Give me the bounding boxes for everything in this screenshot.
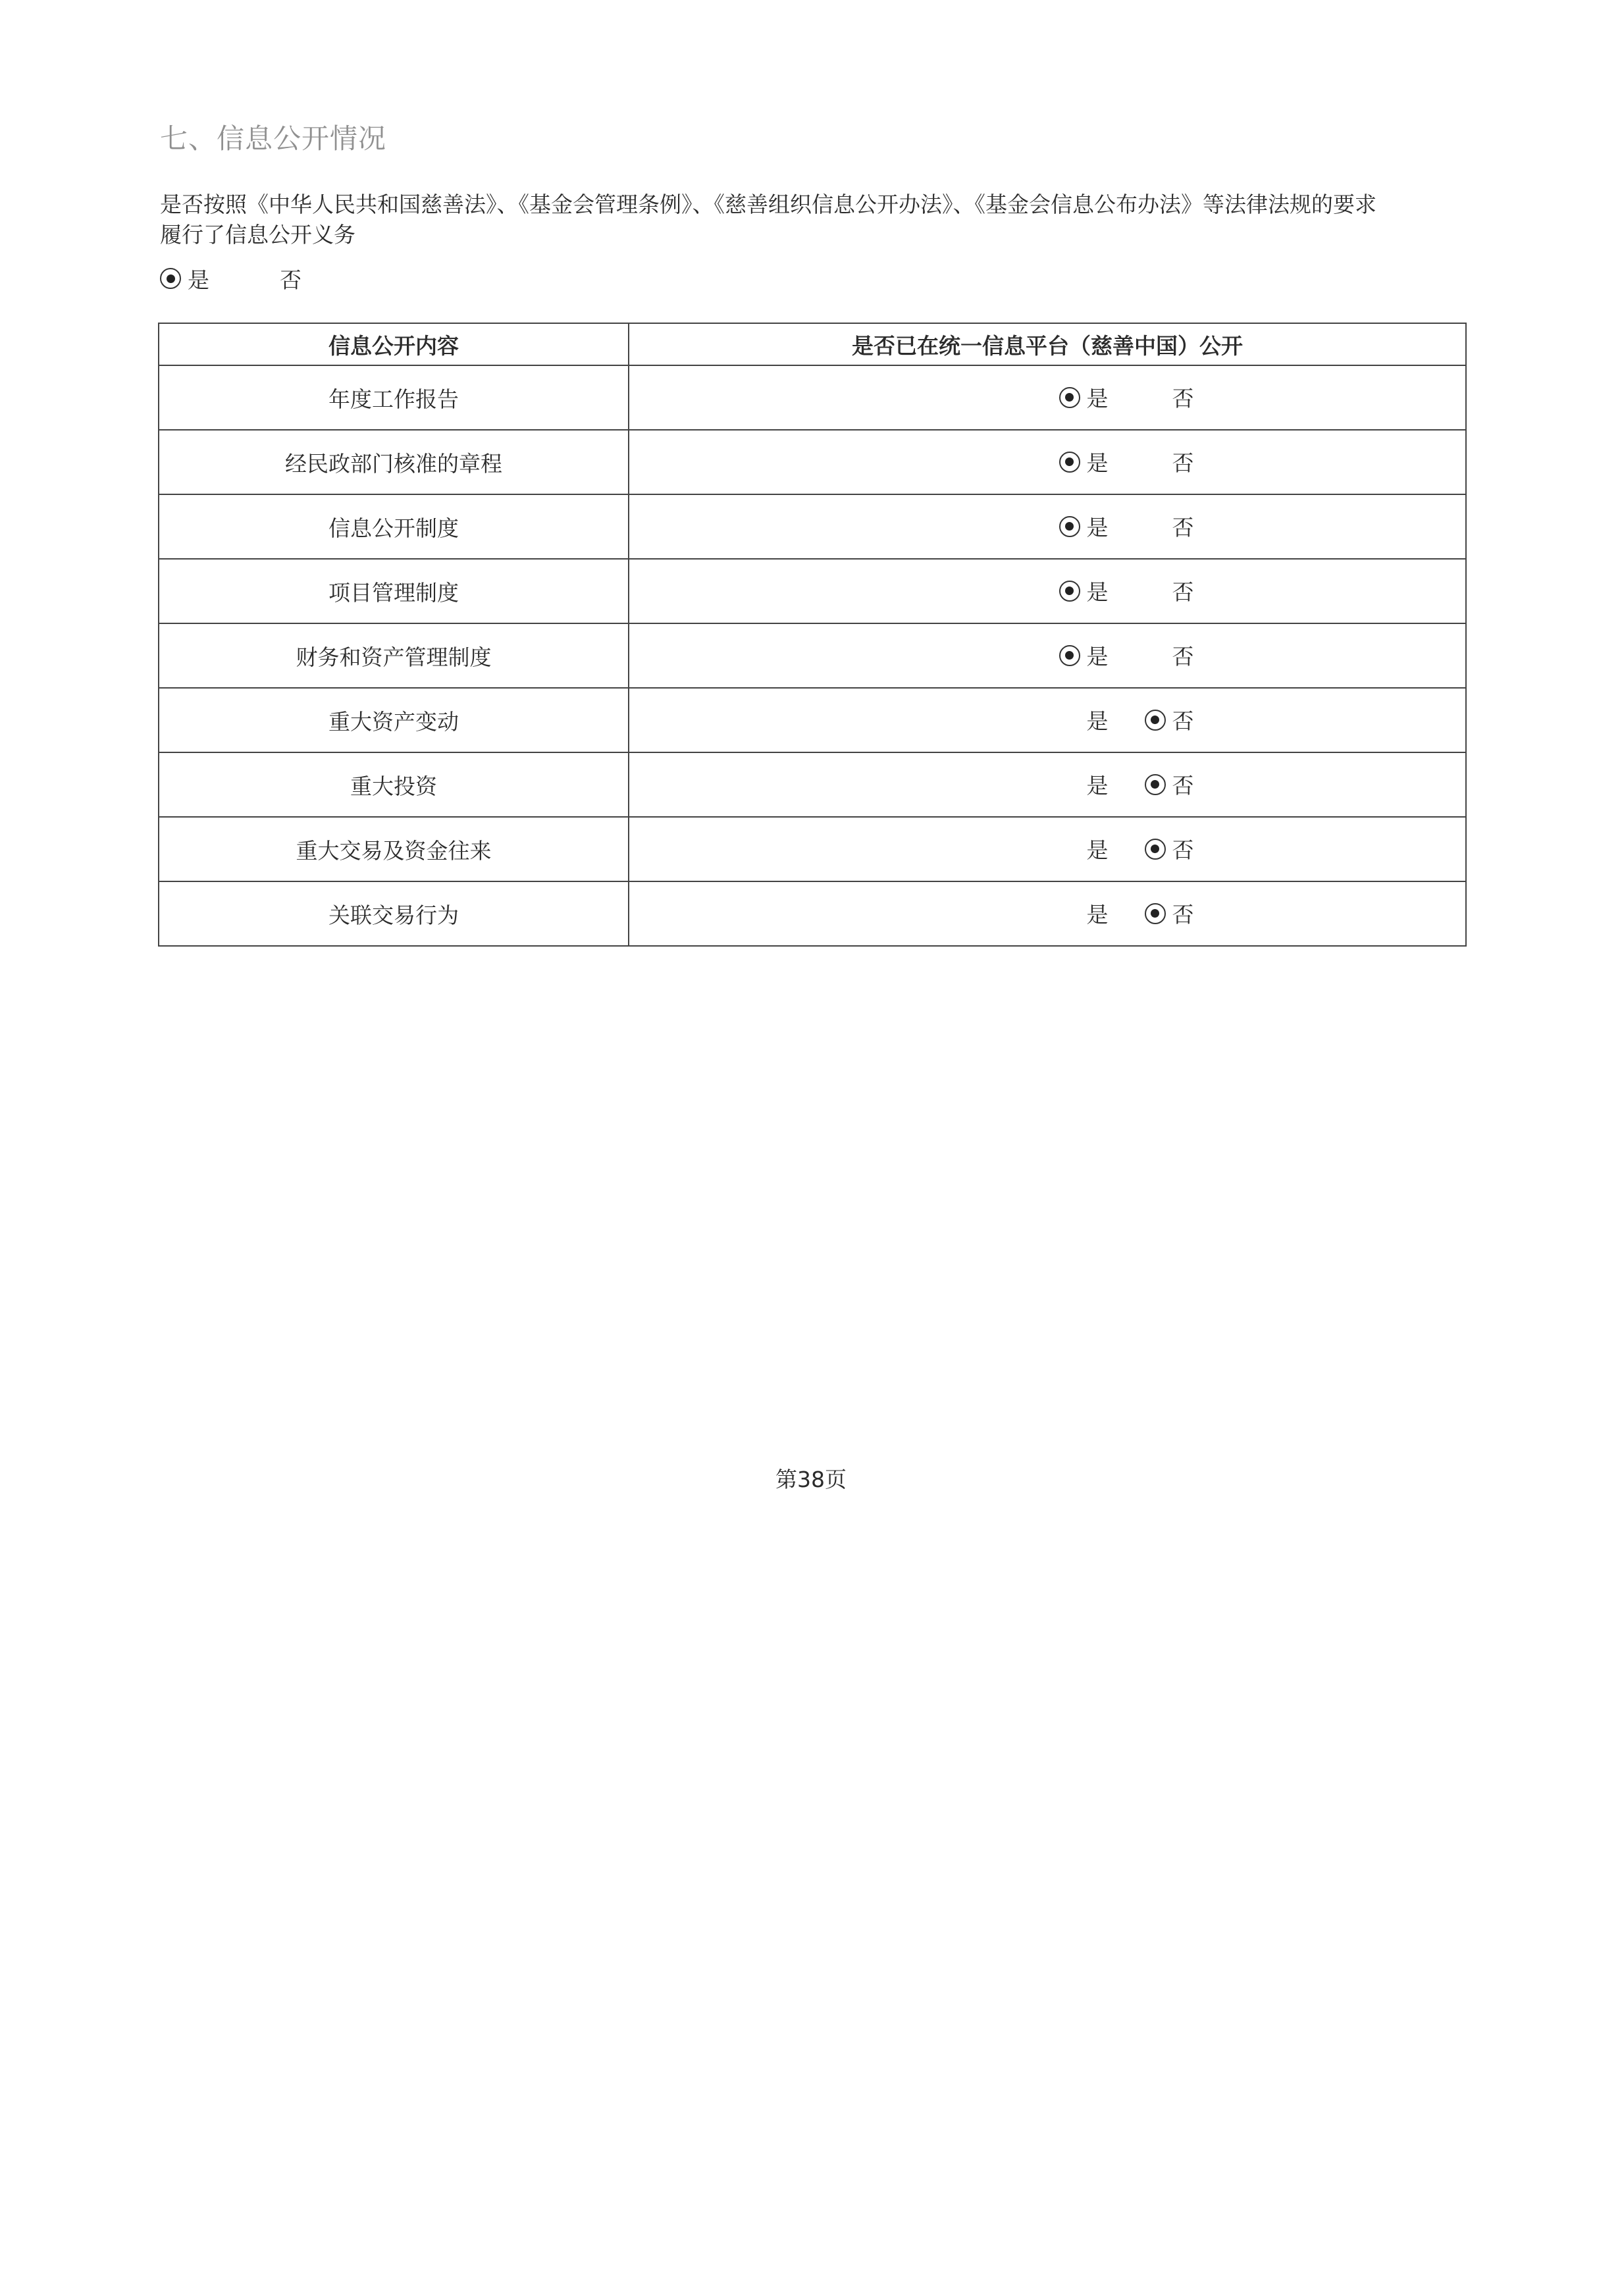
page-number: 第38页 (775, 1467, 847, 1492)
published-choice (629, 881, 1466, 946)
item-name: 重大资产变动 (159, 688, 629, 752)
yes-label: 是 (1086, 644, 1109, 670)
no-option[interactable] (1145, 898, 1194, 929)
no-label: 否 (1172, 450, 1194, 477)
table-row (159, 752, 1466, 817)
no-label: 否 (1172, 902, 1194, 928)
yes-option[interactable] (1059, 898, 1145, 929)
no-option[interactable] (1145, 511, 1194, 542)
yes-label: 是 (1086, 515, 1109, 541)
no-label: 否 (1172, 708, 1194, 735)
yes-label: 是 (1086, 902, 1109, 928)
no-option[interactable] (1145, 382, 1194, 413)
radio-icon[interactable] (1059, 452, 1080, 473)
disclosure-obligation-choice (160, 262, 301, 295)
item-name: 重大交易及资金往来 (159, 817, 629, 881)
table-row (159, 559, 1466, 623)
yes-label: 是 (1086, 773, 1109, 799)
no-label: 否 (1172, 773, 1194, 799)
item-name: 经民政部门核准的章程 (159, 430, 629, 494)
yes-label: 是 (1086, 579, 1109, 606)
no-label: 否 (1172, 644, 1194, 670)
yes-option[interactable] (1059, 511, 1145, 542)
yes-option[interactable] (1059, 640, 1145, 671)
intro-line-2: 履行了信息公开义务 (160, 222, 355, 248)
yes-label: 是 (1086, 450, 1109, 477)
no-option[interactable] (1145, 704, 1194, 735)
section-title: 七、信息公开情况 (160, 122, 387, 155)
radio-icon[interactable] (1059, 710, 1080, 731)
radio-icon[interactable] (1145, 645, 1166, 666)
published-choice (629, 494, 1466, 559)
header-published: 是否已在统一信息平台（慈善中国）公开 (629, 323, 1466, 365)
item-name: 重大投资 (159, 752, 629, 817)
table-row (159, 817, 1466, 881)
yes-no-choice (1059, 446, 1194, 477)
radio-icon[interactable] (1059, 387, 1080, 408)
published-choice (629, 752, 1466, 817)
table-row (159, 430, 1466, 494)
table-row (159, 365, 1466, 430)
published-choice (629, 688, 1466, 752)
yes-no-choice (1059, 704, 1194, 735)
no-label: 否 (1172, 515, 1194, 541)
no-label: 否 (1172, 837, 1194, 864)
radio-icon[interactable] (1145, 516, 1166, 537)
yes-no-choice (1059, 898, 1194, 929)
radio-icon[interactable] (1059, 839, 1080, 860)
yes-option[interactable] (1059, 382, 1145, 413)
yes-label: 是 (188, 267, 209, 293)
yes-option[interactable] (1059, 704, 1145, 735)
yes-no-choice (1059, 640, 1194, 671)
radio-icon[interactable] (1145, 387, 1166, 408)
table-row (159, 688, 1466, 752)
header-content: 信息公开内容 (159, 323, 629, 365)
yes-option[interactable] (1059, 575, 1145, 606)
published-choice (629, 817, 1466, 881)
yes-label: 是 (1086, 708, 1109, 735)
published-choice (629, 365, 1466, 430)
yes-no-choice (1059, 575, 1194, 606)
yes-no-choice (1059, 769, 1194, 800)
item-name: 项目管理制度 (159, 559, 629, 623)
disclosure-table (158, 323, 1467, 947)
item-name: 年度工作报告 (159, 365, 629, 430)
yes-option[interactable] (1059, 446, 1145, 477)
table-row (159, 623, 1466, 688)
no-option[interactable] (1145, 769, 1194, 800)
yes-no-choice (1059, 511, 1194, 542)
published-choice (629, 559, 1466, 623)
radio-icon[interactable] (1145, 774, 1166, 795)
no-option[interactable] (1145, 575, 1194, 606)
yes-label: 是 (1086, 386, 1109, 412)
radio-icon[interactable] (252, 268, 273, 289)
item-name: 财务和资产管理制度 (159, 623, 629, 688)
no-label: 否 (1172, 386, 1194, 412)
yes-option[interactable] (1059, 769, 1145, 800)
radio-icon[interactable] (1145, 710, 1166, 731)
table-header-row (159, 323, 1466, 365)
no-label: 否 (1172, 579, 1194, 606)
table-row (159, 494, 1466, 559)
radio-icon[interactable] (1145, 581, 1166, 602)
radio-icon[interactable] (1145, 903, 1166, 924)
intro-question (160, 190, 1477, 250)
yes-label: 是 (1086, 837, 1109, 864)
intro-line-1: 是否按照《中华人民共和国慈善法》、《基金会管理条例》、《慈善组织信息公开办法》、《基金会信息公布办法》等法律法规的要求 (160, 192, 1376, 217)
radio-icon[interactable] (1059, 903, 1080, 924)
no-label: 否 (280, 267, 301, 293)
published-choice (629, 623, 1466, 688)
radio-icon[interactable] (1059, 774, 1080, 795)
radio-icon[interactable] (1059, 645, 1080, 666)
no-option[interactable] (252, 263, 301, 294)
item-name: 关联交易行为 (159, 881, 629, 946)
item-name: 信息公开制度 (159, 494, 629, 559)
no-option[interactable] (1145, 640, 1194, 671)
yes-option[interactable] (160, 263, 252, 294)
no-option[interactable] (1145, 446, 1194, 477)
table-row (159, 881, 1466, 946)
radio-icon[interactable] (1145, 452, 1166, 473)
radio-icon[interactable] (1059, 581, 1080, 602)
no-option[interactable] (1145, 833, 1194, 864)
radio-icon[interactable] (160, 268, 181, 289)
radio-icon[interactable] (1145, 839, 1166, 860)
radio-icon[interactable] (1059, 516, 1080, 537)
yes-no-choice (1059, 833, 1194, 864)
yes-option[interactable] (1059, 833, 1145, 864)
yes-no-choice (1059, 382, 1194, 413)
published-choice (629, 430, 1466, 494)
